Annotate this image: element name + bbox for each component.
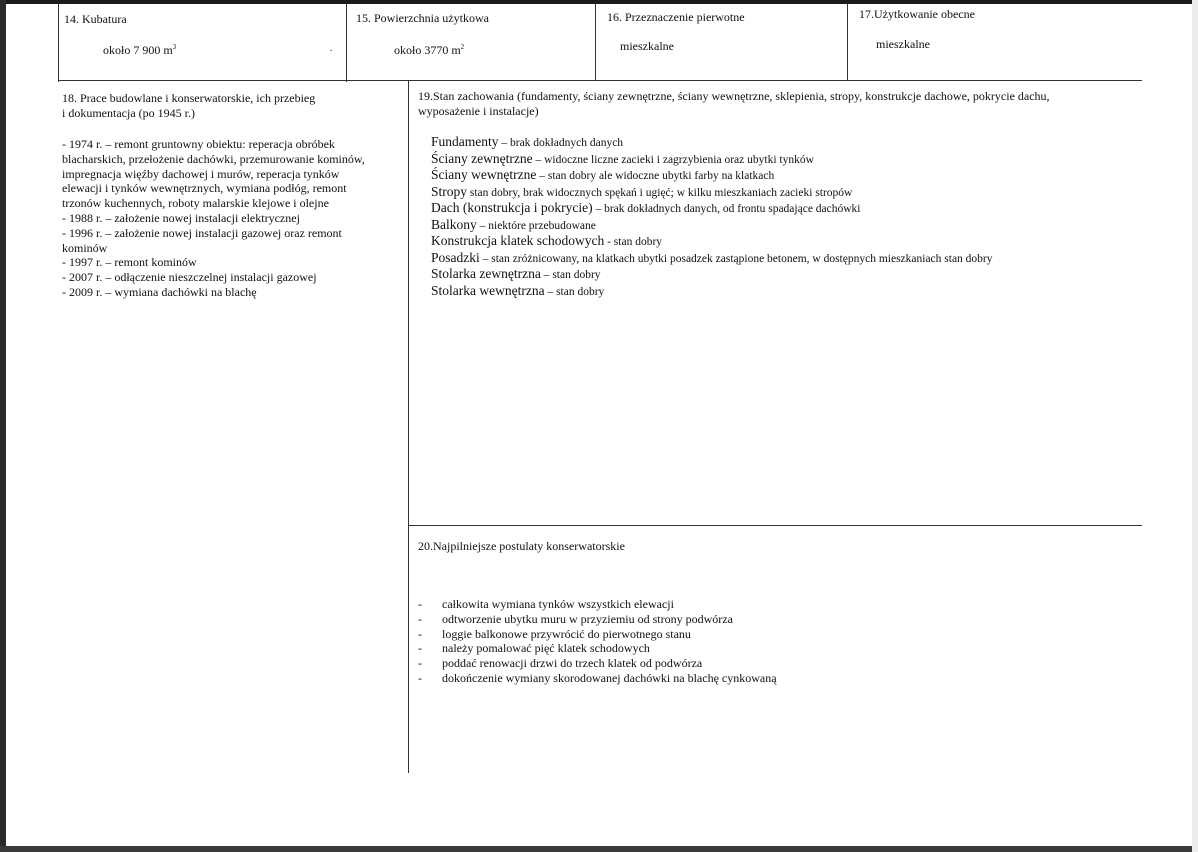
condition-item [431, 199, 861, 217]
condition-value: – brak dokładnych danych, od frontu spadające dachówki [592, 203, 861, 215]
condition-label: Fundamenty [431, 134, 499, 149]
divider-18-19 [408, 81, 409, 773]
list-bullet: - [418, 611, 422, 626]
postulate-item [418, 612, 733, 626]
divider-14-15 [346, 4, 347, 82]
condition-label: Stropy [431, 183, 468, 199]
postulate-item [418, 597, 674, 611]
history-line: - 1974 r. – remont gruntowny obiektu: reperacja obróbek [62, 137, 335, 151]
condition-label: Ściany wewnętrzne [431, 167, 537, 182]
field-16-value: mieszkalne [620, 39, 674, 53]
postulate-text: odtworzenie ubytku muru w przyziemiu od strony podwórza [442, 611, 733, 626]
section-19-heading-line1: 19.Stan zachowania (fundamenty, ściany zewnętrzne, ściany wewnętrzne, sklepienia, stropy, konstrukcje dachowe, pokrycie dachu, [418, 89, 1050, 103]
history-line: - 1988 r. – założenie nowej instalacji elektrycznej [62, 210, 300, 225]
section-18-heading-line2: i dokumentacja (po 1945 r.) [62, 106, 195, 120]
postulate-item [418, 656, 702, 670]
condition-label: Stolarka zewnętrzna [431, 266, 541, 281]
history-line: impregnacja więźby dachowej i murów, reperacja tynków [62, 166, 340, 181]
condition-value: stan dobry, brak widocznych spękań i ugięć; w kilku mieszkaniach zacieki stropów [467, 186, 853, 199]
field-14-label: 14. Kubatura [64, 12, 127, 26]
condition-label: Konstrukcja klatek schodowych [431, 233, 605, 248]
condition-value: – stan dobry [544, 285, 605, 298]
condition-label: Stolarka wewnętrzna [431, 282, 545, 298]
condition-item [431, 166, 774, 184]
condition-label: Dach (konstrukcja i pokrycie) [431, 200, 593, 215]
postulate-item [418, 671, 777, 685]
postulate-text: dokończenie wymiany skorodowanej dachówki na blachę cynkowaną [442, 671, 777, 685]
field-15-unit-exponent: 2 [460, 43, 465, 51]
postulate-item [418, 627, 691, 641]
history-line: elewacji i tynków wewnętrznych, wymiana podłóg, remont [62, 181, 347, 196]
condition-label: Ściany zewnętrzne [431, 150, 533, 166]
field-14-value [103, 43, 176, 57]
postulate-item [418, 641, 650, 655]
divider-16-17 [847, 4, 848, 80]
scan-edge-right [1192, 0, 1198, 852]
history-line: kominów [62, 240, 108, 255]
history-line: - 2007 r. – odłączenie nieszczelnej instalacji gazowej [62, 270, 317, 285]
list-bullet: - [418, 656, 422, 671]
condition-item [431, 232, 662, 250]
field-14-value-text: około 7 900 m [103, 43, 173, 57]
section-19-heading-line2: wyposażenie i instalacje) [418, 104, 539, 118]
field-15-value-text: około 3770 m [394, 43, 461, 57]
section-18-history-list [62, 137, 393, 300]
history-line: blacharskich, przełożenie dachówki, przemurowanie kominów, [62, 151, 365, 166]
condition-item [431, 183, 852, 201]
postulate-text: poddać renowacji drzwi do trzech klatek od podwórza [442, 656, 703, 671]
condition-item [431, 265, 601, 283]
condition-item [431, 133, 623, 151]
divider-row1 [58, 80, 1142, 81]
divider-left-top [58, 4, 59, 82]
history-line: trzonów kuchennych, roboty malarskie klejowe i olejne [62, 196, 329, 211]
field-16-label: 16. Przeznaczenie pierwotne [607, 10, 745, 24]
scan-edge-bottom [0, 846, 1198, 852]
condition-item [431, 216, 596, 234]
field-15-value [394, 43, 464, 57]
section-18-heading-line1: 18. Prace budowlane i konserwatorskie, ich przebieg [62, 91, 316, 105]
condition-value: - stan dobry [604, 236, 663, 248]
history-line: - 1996 r. – założenie nowej instalacji gazowej oraz remont [62, 225, 342, 240]
condition-value: – stan dobry [540, 269, 601, 281]
field-17-label: 17.Użytkowanie obecne [859, 7, 975, 21]
postulate-text: loggie balkonowe przywrócić do pierwotnego stanu [442, 626, 691, 641]
condition-value: – brak dokładnych danych [498, 137, 624, 149]
field-17-value: mieszkalne [876, 37, 930, 51]
condition-item [431, 150, 814, 168]
section-20-heading: 20.Najpilniejsze postulaty konserwatorskie [418, 539, 625, 553]
condition-value: – stan zróżnicowany, na klatkach ubytki posadzek zastąpione betonem, w dostępnych mieszkaniach stan dobry [479, 252, 993, 265]
field-15-label: 15. Powierzchnia użytkowa [356, 11, 489, 25]
condition-label: Balkony [431, 216, 477, 232]
history-line: - 2009 r. – wymiana dachówki na blachę [62, 284, 257, 299]
postulate-text: należy pomalować pięć klatek schodowych [442, 641, 650, 656]
condition-value: – widoczne liczne zacieki i zagrzybienia oraz ubytki tynków [532, 153, 814, 166]
condition-label: Posadzki [431, 249, 480, 265]
condition-value: – stan dobry ale widoczne ubytki farby na klatkach [536, 170, 775, 182]
scan-edge-top [0, 0, 1198, 4]
scan-speck: . [330, 43, 333, 53]
condition-value: – niektóre przebudowane [476, 219, 596, 232]
divider-19-20 [408, 525, 1142, 526]
list-bullet: - [418, 671, 422, 685]
condition-item [431, 282, 604, 300]
field-14-unit-exponent: 3 [172, 43, 177, 51]
postulate-text: całkowita wymiana tynków wszystkich elewacji [442, 597, 674, 611]
condition-item [431, 249, 993, 267]
list-bullet: - [418, 641, 422, 656]
list-bullet: - [418, 626, 422, 641]
scan-edge-left [0, 0, 6, 852]
history-line: - 1997 r. – remont kominów [62, 255, 197, 270]
divider-15-16 [595, 4, 596, 80]
list-bullet: - [418, 597, 422, 611]
